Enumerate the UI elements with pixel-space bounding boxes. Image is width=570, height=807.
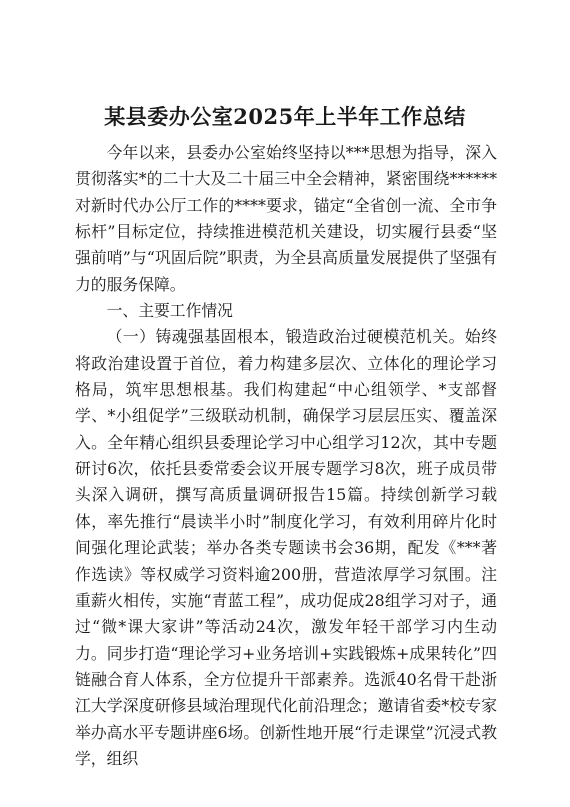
- intro-paragraph: 今年以来，县委办公室始终坚持以***思想为指导，深入贯彻落实*的二十大及二十届三中全会精神，紧密围绕******对新时代办公厅工作的****要求，锚定“全省创一流、全市争标杆”目标定位，持续推进模范机关建设，切实履行县委“坚强前哨”与“巩固后院”职责，为全县高质量发展提供了坚强有力的服务保障。: [75, 143, 497, 294]
- document-title: 某县委办公室2025年上半年工作总结: [104, 104, 466, 129]
- document-body: [75, 140, 497, 772]
- subsection-paragraph: （一）铸魂强基固根本，锻造政治过硬模范机关。始终将政治建设置于首位，着力构建多层次、立体化的理论学习格局，筑牢思想根基。我们构建起“中心组领学、*支部督学、*小组促学”三级联动机制，确保学习层层压实、覆盖深入。全年精心组织县委理论学习中心组学习12次，其中专题研讨6次，依托县委常委会议开展专题学习8次，班子成员带头深入调研，撰写高质量调研报告15篇。持续创新学习载体，率先推行“晨读半小时”制度化学习，有效利用碎片化时间强化理论武装；举办各类专题读书会36期，配发《***著作选读》等权威学习资料逾200册，营造浓厚学习氛围。注重薪火相传，实施“青蓝工程”，成功促成28组学习对子，通过“微*课大家讲”等活动24次，激发年轻干部学习内生动力。同步打造“理论学习+业务培训+实践锻炼+成果转化”四链融合育人体系，全方位提升干部素养。选派40名骨干赴浙江大学深度研修县域治理现代化前沿理念；邀请省委*校专家举办高水平专题讲座6场。创新性地开展“行走课堂”沉浸式教学，组织: [75, 327, 497, 768]
- section-heading: 一、主要工作情况: [106, 301, 233, 321]
